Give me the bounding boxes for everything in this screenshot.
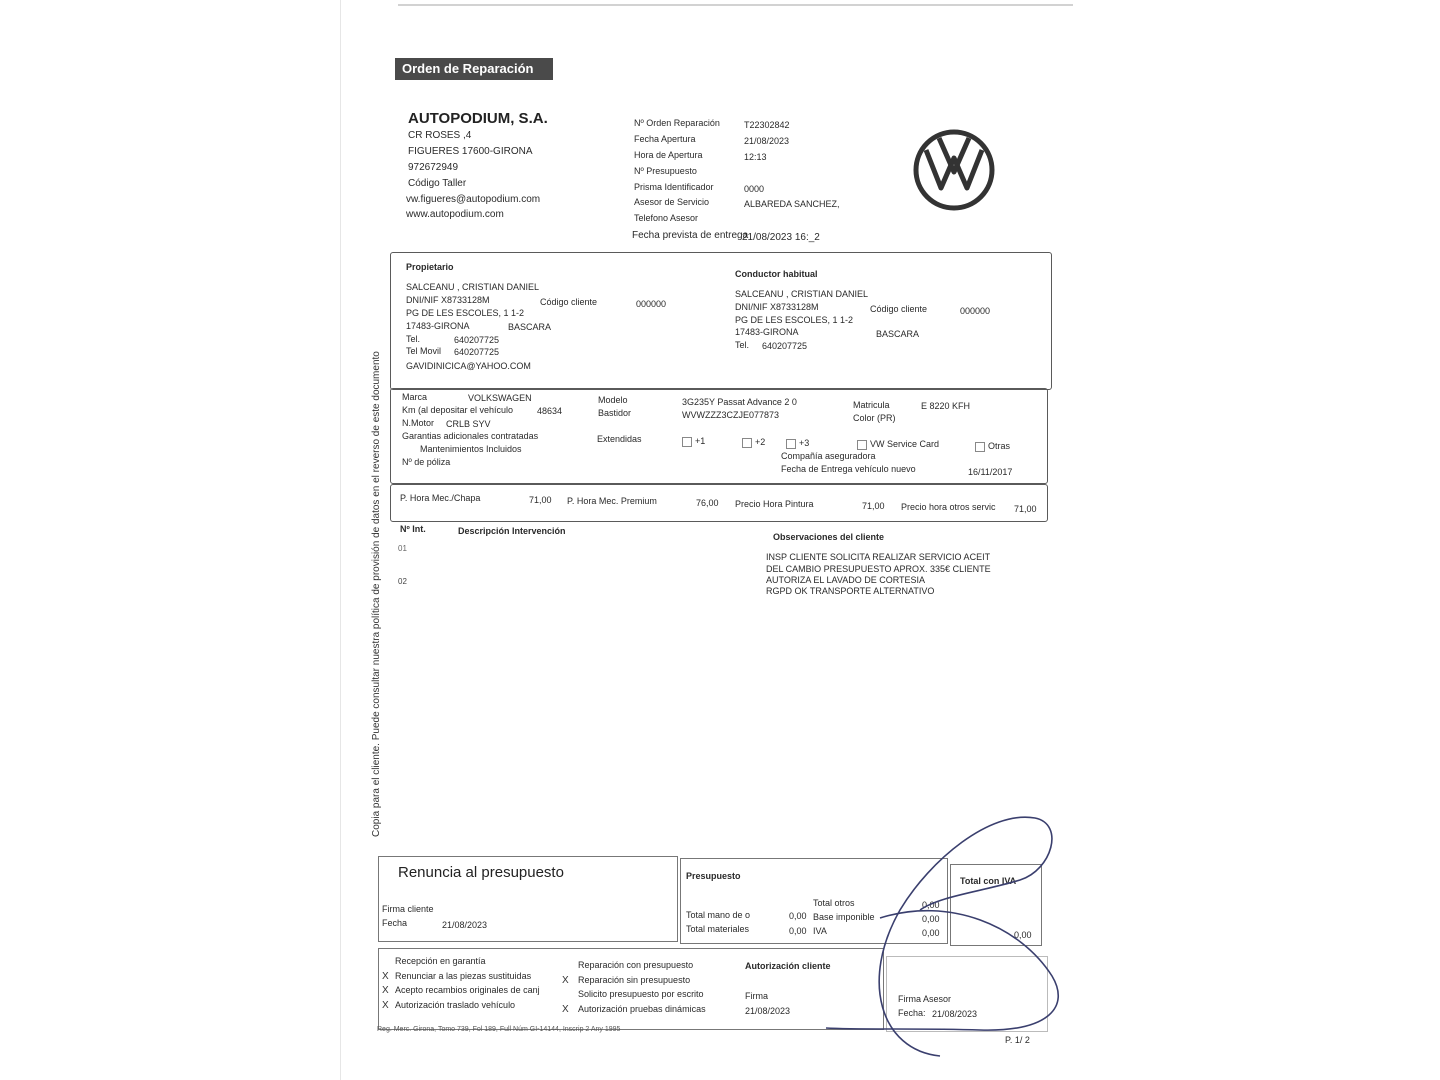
order-field-label: Prisma Identificador — [634, 182, 714, 192]
order-field-value: 12:13 — [744, 152, 767, 162]
option-checkbox[interactable]: X — [382, 999, 389, 1011]
plus1-option[interactable] — [682, 436, 705, 447]
waiver-title: Renuncia al presupuesto — [398, 864, 564, 881]
plus3-option[interactable] — [786, 438, 809, 449]
driver-name: SALCEANU , CRISTIAN DANIEL — [735, 289, 869, 299]
plus2-label: +2 — [755, 437, 766, 447]
model-value: 3G235Y Passat Advance 2 0 — [682, 397, 797, 407]
observation-line: AUTORIZA EL LAVADO DE CORTESIA — [766, 575, 926, 585]
model-label: Modelo — [598, 395, 628, 405]
premium-rate-label: P. Hora Mec. Premium — [567, 496, 657, 506]
plus2-checkbox[interactable] — [742, 438, 752, 448]
materials-total-label: Total materiales — [686, 924, 750, 934]
waiver-date-label: Fecha — [382, 918, 408, 928]
policy-label: Nº de póliza — [402, 457, 451, 467]
driver-client-code-label: Código cliente — [870, 304, 928, 314]
chassis-label: Bastidor — [598, 408, 632, 418]
document-title: Orden de Reparación — [395, 58, 553, 80]
owner-mobile: 640207725 — [454, 347, 500, 357]
observations-header: Observaciones del cliente — [773, 532, 885, 542]
option-label: Reparación sin presupuesto — [578, 974, 691, 985]
labor-total-label: Total mano de o — [686, 910, 751, 920]
advisor-date: 21/08/2023 — [932, 1009, 978, 1019]
authorization-date: 21/08/2023 — [745, 1006, 791, 1016]
observation-line: RGPD OK TRANSPORTE ALTERNATIVO — [766, 586, 935, 596]
service-card-label: VW Service Card — [870, 439, 940, 449]
order-field-value: ALBAREDA SANCHEZ, — [744, 199, 840, 209]
driver-nif: DNI/NIF X8733128M — [735, 302, 819, 312]
order-field-label: Telefono Asesor — [634, 213, 699, 223]
insurer-label: Compañía aseguradora — [781, 451, 876, 461]
budget-heading: Presupuesto — [686, 871, 741, 881]
option-label: Renunciar a las piezas sustituidas — [395, 970, 532, 981]
plus1-label: +1 — [695, 436, 706, 446]
option-checkbox[interactable]: X — [562, 1003, 569, 1015]
owner-town: BASCARA — [508, 322, 552, 332]
option-label: Recepción en garantía — [395, 956, 486, 966]
paint-rate-label: Precio Hora Pintura — [735, 499, 814, 509]
driver-heading: Conductor habitual — [735, 269, 818, 279]
motor-label: N.Motor — [402, 418, 435, 428]
extended-label: Extendidas — [597, 434, 642, 444]
delivery-value: 21/08/2023 16:_2 — [742, 232, 820, 243]
advisor-sign-label: Firma Asesor — [898, 994, 952, 1004]
plus3-label: +3 — [799, 438, 810, 448]
premium-rate-value: 76,00 — [696, 498, 719, 508]
owner-tel: 640207725 — [454, 335, 500, 345]
mech-rate-value: 71,00 — [529, 495, 552, 505]
order-field-value: 0000 — [744, 184, 765, 194]
km-label: Km (al depositar el vehículo — [402, 405, 514, 415]
order-field-label: Fecha Apertura — [634, 134, 696, 144]
owner-city: 17483-GIRONA — [406, 321, 470, 331]
driver-address: PG DE LES ESCOLES, 1 1-2 — [735, 315, 854, 325]
delivery-label: Fecha prevista de entrega — [632, 230, 749, 241]
waiver-sign-label: Firma cliente — [382, 904, 434, 914]
others-option[interactable] — [975, 441, 1010, 452]
maintenance-label: Mantenimientos Incluidos — [420, 444, 522, 454]
option-label: Reparación con presupuesto — [578, 960, 694, 970]
order-field-label: Asesor de Servicio — [634, 197, 710, 207]
side-note: Copia para el cliente. Puede consultar nuestra política de provisión de datos en el reverso de este documento — [371, 351, 382, 837]
brand-value: VOLKSWAGEN — [468, 393, 532, 403]
new-delivery-value: 16/11/2017 — [968, 467, 1013, 477]
authorization-heading: Autorización cliente — [745, 961, 831, 971]
new-delivery-label: Fecha de Entrega vehículo nuevo — [781, 464, 916, 474]
materials-total-value: 0,00 — [789, 926, 807, 936]
brand-label: Marca — [402, 392, 428, 402]
driver-town: BASCARA — [876, 329, 920, 339]
others-total-label: Total otros — [813, 898, 855, 908]
company-email: vw.figueres@autopodium.com — [406, 194, 541, 205]
order-field-label: Hora de Apertura — [634, 150, 703, 160]
others-total-value: 0,00 — [922, 900, 940, 910]
company-city: FIGUERES 17600-GIRONA — [408, 146, 533, 157]
owner-nif: DNI/NIF X8733128M — [406, 295, 490, 305]
km-value: 48634 — [537, 406, 563, 416]
owner-client-code-label: Código cliente — [540, 297, 598, 307]
option-checkbox[interactable]: X — [382, 970, 389, 982]
company-phone: 972672949 — [408, 162, 459, 173]
intervention-item: 02 — [398, 577, 407, 586]
owner-heading: Propietario — [406, 262, 454, 272]
plus2-option[interactable] — [742, 437, 765, 448]
intervention-description-header: Descripción Intervención — [458, 526, 566, 536]
plate-value: E 8220 KFH — [921, 401, 971, 411]
total-with-iva-label: Total con IVA — [960, 876, 1017, 886]
plus3-checkbox[interactable] — [786, 439, 796, 449]
order-field-value: 21/08/2023 — [744, 136, 790, 146]
order-field-value: T22302842 — [744, 120, 790, 130]
total-with-iva-value: 0,00 — [1014, 930, 1032, 940]
base-label: Base imponible — [813, 912, 875, 922]
other-rate-label: Precio hora otros servic — [901, 502, 996, 512]
driver-tel: 640207725 — [762, 341, 808, 351]
authorization-sign-label: Firma — [745, 991, 768, 1001]
others-label: Otras — [988, 441, 1011, 451]
top-edge-line — [398, 4, 1073, 6]
owner-email: GAVIDINICICA@YAHOO.COM — [406, 361, 531, 371]
driver-city: 17483-GIRONA — [735, 327, 799, 337]
workshop-code-label: Código Taller — [408, 178, 467, 189]
paint-rate-value: 71,00 — [862, 501, 885, 511]
plus1-checkbox[interactable] — [682, 437, 692, 447]
intervention-item: 01 — [398, 544, 407, 553]
option-label: Acepto recambios originales de canj — [395, 985, 540, 995]
option-checkbox[interactable]: X — [562, 974, 569, 986]
company-address: CR ROSES ,4 — [408, 130, 472, 141]
iva-label: IVA — [813, 926, 827, 936]
registry-footer: Reg. Merc. Girona, Tomo 739, Fol 189, Full Núm GI-14144, Inscrip 2 Any 1995 — [377, 1026, 621, 1033]
plate-label: Matricula — [853, 400, 890, 410]
owner-client-code: 000000 — [636, 299, 667, 309]
company-web: www.autopodium.com — [406, 209, 504, 220]
waiver-date: 21/08/2023 — [442, 920, 488, 930]
service-card-checkbox[interactable] — [857, 440, 867, 450]
owner-name: SALCEANU , CRISTIAN DANIEL — [406, 282, 540, 292]
option-label: Autorización pruebas dinámicas — [578, 1003, 706, 1014]
intervention-number-header: Nº Int. — [400, 524, 426, 534]
owner-mobile-label: Tel Movil — [406, 346, 442, 356]
owner-address: PG DE LES ESCOLES, 1 1-2 — [406, 308, 525, 318]
option-checkbox[interactable]: X — [382, 985, 389, 996]
others-checkbox[interactable] — [975, 442, 985, 452]
mech-rate-label: P. Hora Mec./Chapa — [400, 493, 481, 503]
other-rate-value: 71,00 — [1014, 504, 1037, 514]
advisor-date-label: Fecha: — [898, 1008, 926, 1018]
warranty-label: Garantias adicionales contratadas — [402, 431, 539, 441]
color-label: Color (PR) — [853, 413, 896, 423]
option-label: Autorización traslado vehículo — [395, 999, 516, 1010]
service-card-option[interactable] — [857, 439, 939, 450]
driver-client-code: 000000 — [960, 306, 991, 316]
driver-tel-label: Tel. — [735, 340, 750, 350]
owner-tel-label: Tel. — [406, 334, 421, 344]
observation-line: INSP CLIENTE SOLICITA REALIZAR SERVICIO ACEIT — [766, 552, 991, 562]
company-name: AUTOPODIUM, S.A. — [408, 110, 548, 127]
option-label: Solicito presupuesto por escrito — [578, 989, 704, 999]
motor-value: CRLB SYV — [446, 419, 491, 429]
base-value: 0,00 — [922, 914, 940, 924]
chassis-value: WVWZZZ3CZJE077873 — [682, 410, 780, 420]
observation-line: DEL CAMBIO PRESUPUESTO APROX. 335€ CLIENTE — [766, 564, 991, 574]
order-field-label: Nº Presupuesto — [634, 166, 697, 176]
page-number: P. 1/ 2 — [1005, 1035, 1030, 1045]
labor-total-value: 0,00 — [789, 911, 807, 921]
iva-value: 0,00 — [922, 928, 940, 938]
vw-logo-icon — [912, 128, 996, 212]
handwritten-signature — [820, 800, 1070, 1060]
order-field-label: Nº Orden Reparación — [634, 118, 720, 128]
